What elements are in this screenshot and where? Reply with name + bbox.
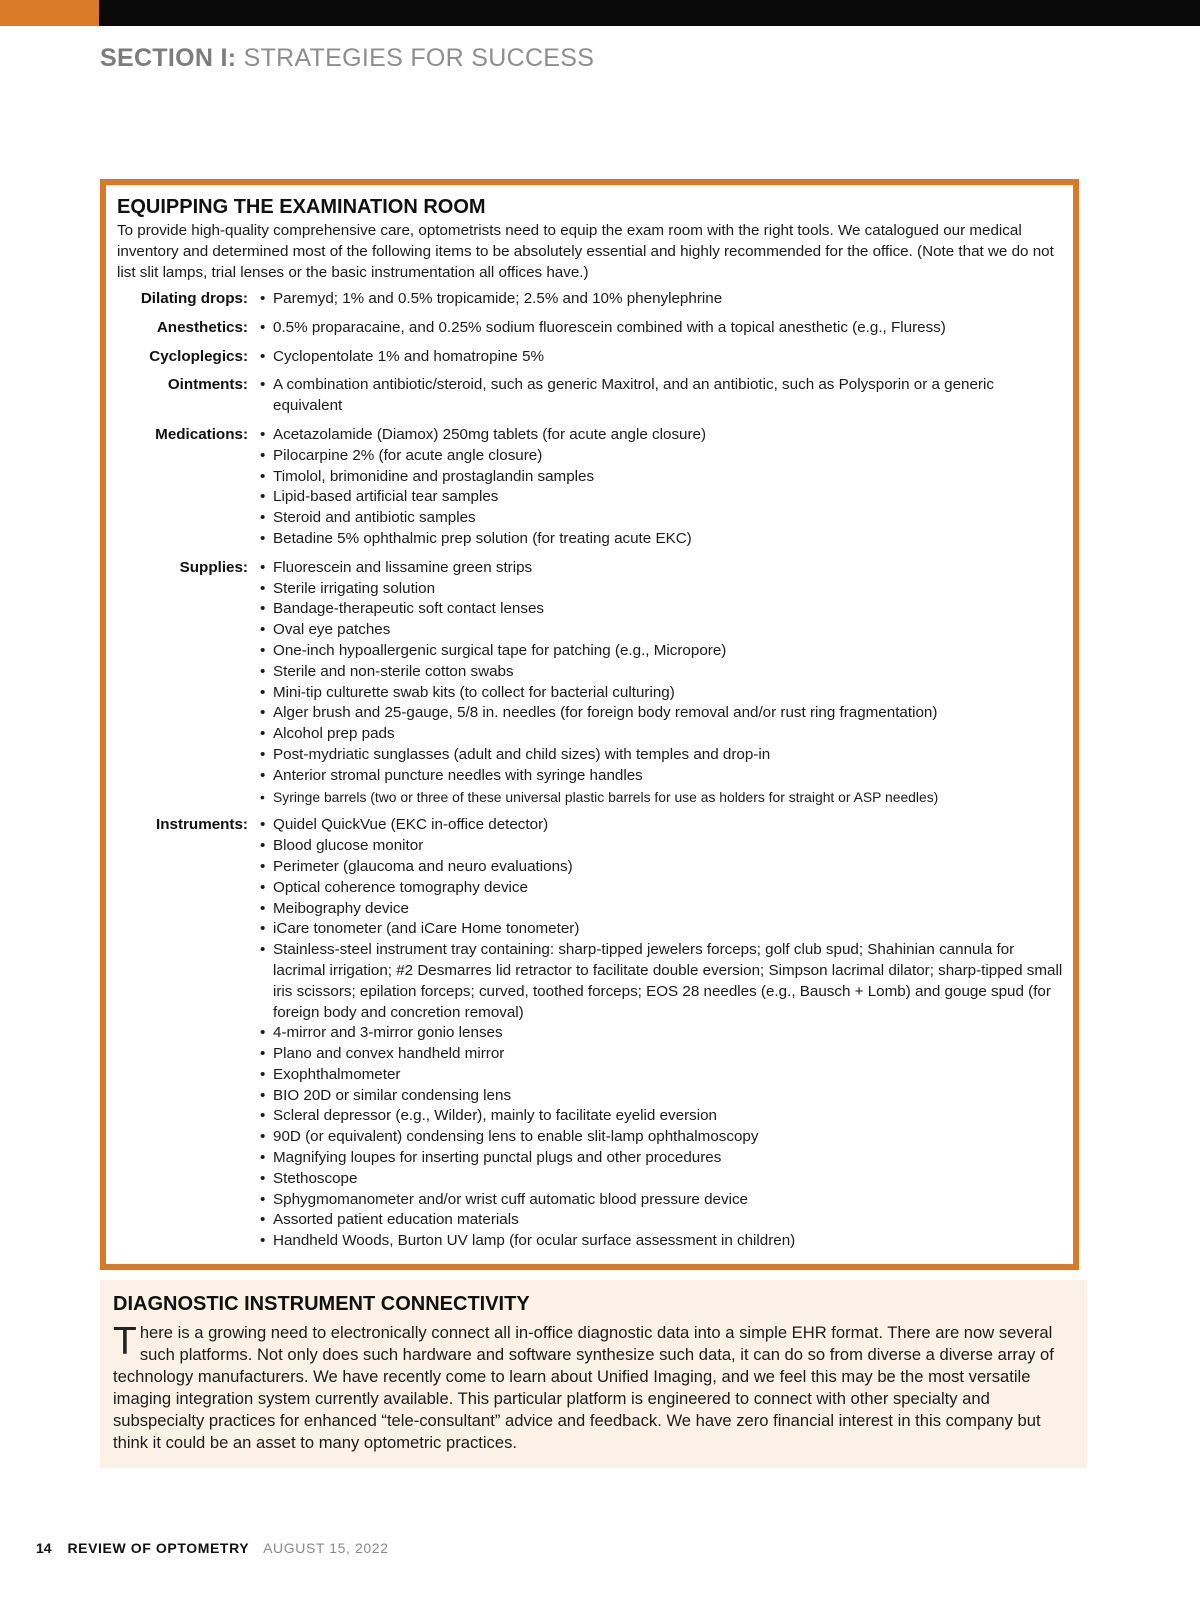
category-list	[260, 815, 1063, 1252]
list-item: • BIO 20D or similar condensing lens	[260, 1086, 1063, 1107]
list-item: • A combination antibiotic/steroid, such as generic Maxitrol, and an antibiotic, such as Polysporin or a generic equivalent	[260, 375, 1063, 417]
category-row	[117, 347, 1063, 368]
magazine-name: REVIEW OF OPTOMETRY	[67, 1540, 250, 1556]
connectivity-title: DIAGNOSTIC INSTRUMENT CONNECTIVITY	[113, 1293, 530, 1315]
list-item: • Exophthalmometer	[260, 1065, 1063, 1086]
category-list	[260, 347, 1063, 368]
category-list	[260, 375, 1063, 417]
list-item: • Fluorescein and lissamine green strips	[260, 558, 1063, 579]
equipment-sidebar	[100, 179, 1079, 1270]
category-row	[117, 558, 1063, 808]
list-item: • Magnifying loupes for inserting punctal plugs and other procedures	[260, 1148, 1063, 1169]
category-row	[117, 425, 1063, 550]
list-item: • Alcohol prep pads	[260, 724, 1063, 745]
category-row	[117, 375, 1063, 417]
list-item: • Mini-tip culturette swab kits (to collect for bacterial culturing)	[260, 683, 1063, 704]
list-item: • 90D (or equivalent) condensing lens to enable slit-lamp ophthalmoscopy	[260, 1127, 1063, 1148]
list-item: • Handheld Woods, Burton UV lamp (for ocular surface assessment in children)	[260, 1231, 1063, 1252]
list-item: • Betadine 5% ophthalmic prep solution (for treating acute EKC)	[260, 529, 1063, 550]
list-item: • Oval eye patches	[260, 620, 1063, 641]
category-row	[117, 318, 1063, 339]
top-bar-accent	[0, 0, 99, 26]
list-item: • Paremyd; 1% and 0.5% tropicamide; 2.5% and 10% phenylephrine	[260, 289, 1063, 310]
category-label: Cycloplegics:	[149, 347, 248, 365]
category-row	[117, 815, 1063, 1252]
list-item: • Quidel QuickVue (EKC in-office detector)	[260, 815, 1063, 836]
list-item: • 4-mirror and 3-mirror gonio lenses	[260, 1023, 1063, 1044]
section-header	[100, 44, 594, 73]
list-item: • Sphygmomanometer and/or wrist cuff automatic blood pressure device	[260, 1190, 1063, 1211]
connectivity-body	[113, 1322, 1074, 1454]
list-item: • Bandage-therapeutic soft contact lenses	[260, 599, 1063, 620]
issue-date: AUGUST 15, 2022	[263, 1540, 389, 1556]
list-item: • Syringe barrels (two or three of these universal plastic barrels for use as holders for straight or ASP needles)	[260, 787, 1063, 808]
category-list	[260, 425, 1063, 550]
list-item: • Blood glucose monitor	[260, 836, 1063, 857]
list-item: • Sterile irrigating solution	[260, 579, 1063, 600]
category-row	[117, 289, 1063, 310]
category-label: Anesthetics:	[156, 318, 248, 336]
list-item: • Meibography device	[260, 899, 1063, 920]
list-item: • Perimeter (glaucoma and neuro evaluations)	[260, 857, 1063, 878]
list-item: • iCare tonometer (and iCare Home tonometer)	[260, 919, 1063, 940]
equipment-intro: To provide high-quality comprehensive care, optometrists need to equip the exam room with the right tools. We catalogued our medical inventory and determined most of the following items to be absolutely essential and highly recommended for the office. (Note that we do not list slit lamps, trial lenses or the basic instrumentation all offices have.)	[117, 222, 1054, 281]
section-title: STRATEGIES FOR SUCCESS	[243, 44, 595, 72]
list-item: • Timolol, brimonidine and prostaglandin samples	[260, 467, 1063, 488]
section-label: SECTION I:	[100, 44, 237, 72]
drop-cap: T	[113, 1320, 137, 1363]
list-item: • Steroid and antibiotic samples	[260, 508, 1063, 529]
page-footer	[36, 1540, 389, 1556]
list-item: • Post-mydriatic sunglasses (adult and child sizes) with temples and drop-in	[260, 745, 1063, 766]
category-label: Supplies:	[179, 558, 248, 576]
list-item: • Scleral depressor (e.g., Wilder), mainly to facilitate eyelid eversion	[260, 1106, 1063, 1127]
category-label: Medications:	[155, 425, 248, 443]
connectivity-text: here is a growing need to electronically connect all in-office diagnostic data into a simple EHR format. There are now several such platforms. Not only does such hardware and software synthesize such data, it can do so from diverse a diverse array of technology manufacturers. We have recently come to learn about Unified Imaging, and we feel this may be the most versatile imaging integration system currently available. This particular platform is engineered to connect with other specialty and subspecialty practices for enhanced “tele-consultant” advice and feedback. We have zero financial interest in this company but think it could be an asset to many optometric practices.	[113, 1323, 1054, 1452]
list-item: • Alger brush and 25-gauge, 5/8 in. needles (for foreign body removal and/or rust ring fragmentation)	[260, 703, 1063, 724]
list-item: • Cyclopentolate 1% and homatropine 5%	[260, 347, 1063, 368]
list-item: • Pilocarpine 2% (for acute angle closure)	[260, 446, 1063, 467]
list-item: • Lipid-based artificial tear samples	[260, 487, 1063, 508]
list-item: • 0.5% proparacaine, and 0.25% sodium fluorescein combined with a topical anesthetic (e.g., Fluress)	[260, 318, 1063, 339]
list-item: • Sterile and non-sterile cotton swabs	[260, 662, 1063, 683]
list-item: • Anterior stromal puncture needles with syringe handles	[260, 766, 1063, 787]
category-label: Instruments:	[156, 816, 248, 834]
category-label: Dilating drops:	[140, 290, 248, 307]
list-item: • Optical coherence tomography device	[260, 878, 1063, 899]
page-number: 14	[36, 1540, 52, 1556]
list-item: • One-inch hypoallergenic surgical tape for patching (e.g., Micropore)	[260, 641, 1063, 662]
category-list	[260, 318, 1063, 339]
category-list	[260, 558, 1063, 808]
equipment-title: EQUIPPING THE EXAMINATION ROOM	[117, 196, 486, 218]
list-item: • Assorted patient education materials	[260, 1210, 1063, 1231]
list-item: • Plano and convex handheld mirror	[260, 1044, 1063, 1065]
equipment-categories	[117, 289, 1063, 1252]
list-item: • Stainless-steel instrument tray containing: sharp-tipped jewelers forceps; golf club spud; Shahinian cannula for lacrimal irrigation; #2 Desmarres lid retractor to facilitate double eversion; Simpson lacrimal dilator; sharp-tipped small iris scissors; epilation forceps; curved, toothed forceps; EOS 28 needles (e.g., Bausch + Lomb) and gouge spud (for foreign body and concretion removal)	[260, 940, 1063, 1023]
category-label: Ointments:	[167, 376, 248, 394]
list-item: • Stethoscope	[260, 1169, 1063, 1190]
list-item: • Acetazolamide (Diamox) 250mg tablets (for acute angle closure)	[260, 425, 1063, 446]
top-bar	[0, 0, 1200, 26]
category-list	[260, 289, 1063, 310]
connectivity-callout	[100, 1280, 1087, 1468]
